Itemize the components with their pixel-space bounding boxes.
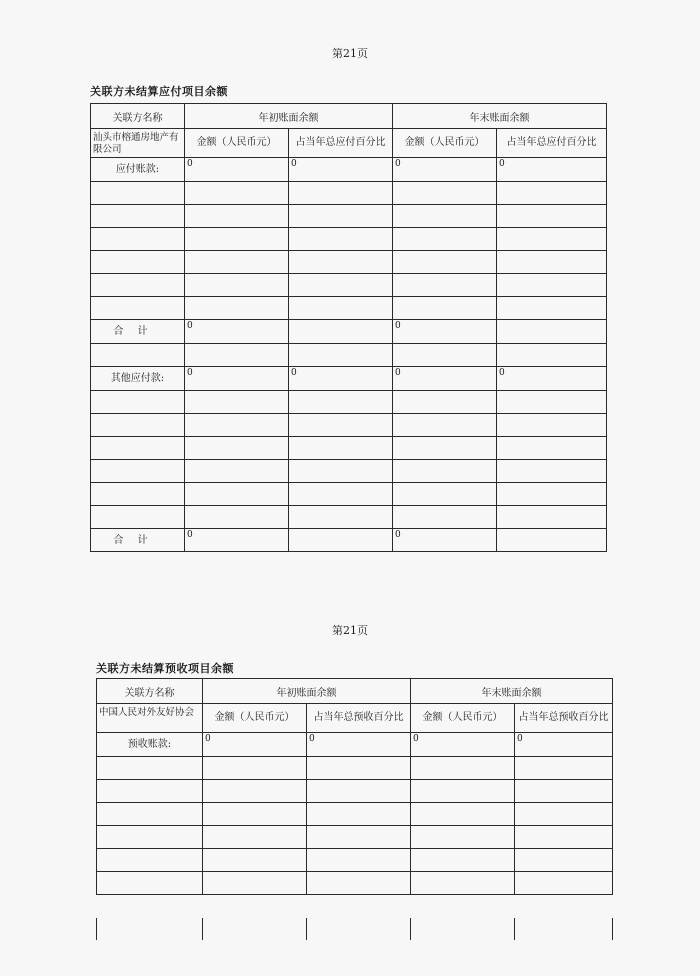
table-row — [91, 320, 607, 344]
party-name: 汕头市榕通房地产有限公司 — [91, 129, 185, 158]
header-party: 关联方名称 — [97, 679, 203, 704]
advance-receipts-label: 预收账款: — [97, 733, 203, 757]
table-continuation-line — [202, 918, 203, 940]
value-cell: 0 — [497, 158, 607, 182]
table-row — [91, 483, 607, 506]
value-cell: 0 — [411, 733, 515, 757]
table-row — [91, 460, 607, 483]
subheader-percent: 占当年总应付百分比 — [497, 129, 607, 158]
value-cell: 0 — [393, 529, 497, 552]
accounts-payable-label: 应付账款: — [91, 158, 185, 182]
header-party: 关联方名称 — [91, 104, 185, 129]
value-cell: 0 — [289, 158, 393, 182]
table-row — [91, 158, 607, 182]
value-cell: 0 — [393, 320, 497, 344]
table-row — [91, 205, 607, 228]
table-row — [91, 414, 607, 437]
table-row — [91, 297, 607, 320]
table-row — [97, 780, 613, 803]
table-row — [91, 274, 607, 297]
value-cell: 0 — [393, 158, 497, 182]
section-title-advance-receipts: 关联方未结算预收项目余额 — [96, 662, 234, 675]
value-cell: 0 — [307, 733, 411, 757]
value-cell: 0 — [185, 320, 289, 344]
table-continuation-line — [410, 918, 411, 940]
value-cell: 0 — [515, 733, 613, 757]
subheader-percent: 占当年总应付百分比 — [289, 129, 393, 158]
other-payables-label: 其他应付款: — [91, 367, 185, 391]
page-number: 第21页 — [332, 624, 368, 637]
header-closing-balance: 年末账面余额 — [393, 104, 607, 129]
advance-receipts-table — [96, 678, 613, 895]
table-row — [91, 251, 607, 274]
value-cell: 0 — [185, 529, 289, 552]
value-cell: 0 — [203, 733, 307, 757]
party-name: 中国人民对外友好协会 — [97, 704, 203, 733]
total-label: 合计 — [91, 529, 185, 552]
table-row — [91, 437, 607, 460]
table-row — [97, 803, 613, 826]
table-continuation-line — [612, 918, 613, 940]
value-cell: 0 — [497, 367, 607, 391]
table-row — [97, 872, 613, 895]
table-row — [97, 826, 613, 849]
table-row — [91, 182, 607, 205]
subheader-percent: 占当年总预收百分比 — [515, 704, 613, 733]
value-cell: 0 — [185, 367, 289, 391]
table-row — [91, 391, 607, 414]
table-row — [97, 733, 613, 757]
value-cell: 0 — [393, 367, 497, 391]
value-cell: 0 — [185, 158, 289, 182]
table-row — [91, 529, 607, 552]
subheader-amount: 金额（人民币元） — [203, 704, 307, 733]
header-closing-balance: 年末账面余额 — [411, 679, 613, 704]
page-number: 第21页 — [332, 47, 368, 60]
total-label: 合计 — [91, 320, 185, 344]
subheader-amount: 金额（人民币元） — [185, 129, 289, 158]
table-row — [97, 849, 613, 872]
header-opening-balance: 年初账面余额 — [185, 104, 393, 129]
subheader-amount: 金额（人民币元） — [393, 129, 497, 158]
value-cell: 0 — [289, 367, 393, 391]
section-title-payables: 关联方未结算应付项目余额 — [90, 85, 228, 98]
table-row — [91, 344, 607, 367]
subheader-amount: 金额（人民币元） — [411, 704, 515, 733]
table-row — [91, 506, 607, 529]
payables-table — [90, 103, 607, 552]
table-continuation-line — [96, 918, 97, 940]
table-row — [97, 757, 613, 780]
table-continuation-line — [306, 918, 307, 940]
table-row — [91, 228, 607, 251]
subheader-percent: 占当年总预收百分比 — [307, 704, 411, 733]
table-row — [91, 367, 607, 391]
table-continuation-line — [514, 918, 515, 940]
header-opening-balance: 年初账面余额 — [203, 679, 411, 704]
